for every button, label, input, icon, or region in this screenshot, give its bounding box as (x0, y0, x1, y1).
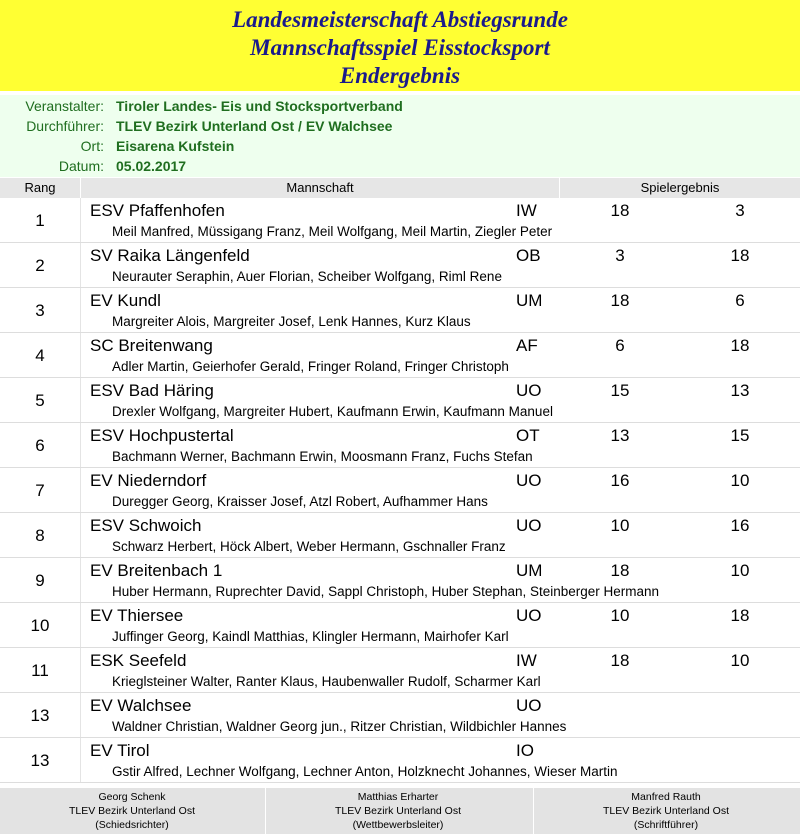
rank-cell: 5 (35, 391, 45, 410)
team-name: EV Thiersee (90, 606, 184, 625)
team-name: EV Niederndorf (90, 471, 207, 490)
ort-value: Eisarena Kufstein (116, 138, 235, 154)
team-name: EV Tirol (90, 741, 150, 760)
district-code: UM (516, 561, 543, 580)
score-stock: 10 (730, 561, 750, 580)
team-name: SV Raika Längenfeld (90, 246, 250, 265)
row-separator (0, 782, 800, 783)
row-divider (80, 558, 81, 603)
score-points: 15 (610, 381, 630, 400)
team-players: Juffinger Georg, Kaindl Matthias, Klingler Hermann, Mairhofer Karl (112, 629, 509, 644)
rank-cell: 1 (35, 211, 45, 230)
rank-cell: 13 (30, 706, 50, 725)
district-code: OB (516, 246, 541, 265)
column-header-mannschaft: Mannschaft (286, 180, 354, 195)
team-players: Krieglsteiner Walter, Ranter Klaus, Haubenwaller Rudolf, Scharmer Karl (112, 674, 541, 689)
team-name: EV Walchsee (90, 696, 192, 715)
table-row (0, 288, 800, 333)
district-code: UO (516, 381, 542, 400)
info-row-datum (0, 156, 800, 176)
table-row (0, 333, 800, 378)
signature-secretary (534, 788, 798, 836)
score-stock: 10 (730, 651, 750, 670)
rank-cell: 8 (35, 526, 45, 545)
team-name: ESK Seefeld (90, 651, 187, 670)
veranstalter-value: Tiroler Landes- Eis und Stocksportverband (116, 98, 403, 114)
rank-cell: 11 (31, 661, 49, 680)
district-code: UM (516, 291, 543, 310)
row-divider (80, 648, 81, 693)
score-points: 18 (610, 561, 630, 580)
rank-cell: 6 (35, 436, 45, 455)
score-stock: 3 (735, 201, 745, 220)
table-row (0, 423, 800, 468)
row-divider (80, 468, 81, 513)
signer-role: (Schiedsrichter) (95, 819, 169, 831)
district-code: UO (516, 696, 542, 715)
team-players: Drexler Wolfgang, Margreiter Hubert, Kaufmann Erwin, Kaufmann Manuel (112, 404, 553, 419)
team-name: SC Breitenwang (90, 336, 213, 355)
info-row-ort (0, 136, 800, 156)
score-stock: 15 (730, 426, 750, 445)
score-points: 10 (610, 516, 630, 535)
page-subtitle: Mannschaftsspiel Eisstocksport (250, 35, 550, 60)
district-code: UO (516, 606, 542, 625)
score-points: 13 (610, 426, 630, 445)
row-divider (80, 378, 81, 423)
team-name: ESV Hochpustertal (90, 426, 234, 445)
table-row (0, 693, 800, 738)
signer-org: TLEV Bezirk Unterland Ost (602, 805, 730, 817)
team-name: ESV Bad Häring (90, 381, 214, 400)
page-title: Landesmeisterschaft Abstiegsrunde (232, 7, 568, 32)
title-banner (0, 0, 800, 91)
district-code: UO (516, 516, 542, 535)
row-divider (80, 513, 81, 558)
score-points: 18 (610, 651, 630, 670)
table-row (0, 738, 800, 783)
score-points: 10 (610, 606, 630, 625)
table-row (0, 378, 800, 423)
team-name: ESV Pfaffenhofen (90, 201, 225, 220)
column-header-rang: Rang (24, 180, 56, 195)
signature-competition-manager (266, 788, 530, 836)
district-code: OT (516, 426, 540, 445)
score-stock: 16 (730, 516, 750, 535)
signature-footer (0, 788, 800, 834)
ort-label: Ort: (80, 138, 104, 154)
team-players: Bachmann Werner, Bachmann Erwin, Moosmann Franz, Fuchs Stefan (112, 449, 533, 464)
durchfuehrer-value: TLEV Bezirk Unterland Ost / EV Walchsee (116, 118, 393, 134)
row-divider (80, 423, 81, 468)
score-stock: 18 (730, 606, 750, 625)
team-players: Adler Martin, Geierhofer Gerald, Fringer Roland, Fringer Christoph (112, 359, 509, 374)
durchfuehrer-label: Durchführer: (26, 118, 104, 134)
row-divider (80, 243, 81, 288)
team-players: Margreiter Alois, Margreiter Josef, Lenk Hannes, Kurz Klaus (112, 314, 471, 329)
signer-org: TLEV Bezirk Unterland Ost (334, 805, 462, 817)
signer-name: Georg Schenk (98, 791, 166, 803)
row-divider (80, 198, 81, 243)
team-players: Meil Manfred, Müssigang Franz, Meil Wolfgang, Meil Martin, Ziegler Peter (112, 224, 553, 239)
info-row-veranstalter (0, 96, 800, 116)
veranstalter-label: Veranstalter: (25, 98, 104, 114)
signer-name: Matthias Erharter (357, 791, 439, 803)
score-stock: 13 (730, 381, 750, 400)
rank-cell: 10 (30, 616, 50, 635)
table-row (0, 468, 800, 513)
row-divider (80, 738, 81, 783)
row-divider (80, 693, 81, 738)
row-divider (80, 288, 81, 333)
score-points: 3 (615, 246, 625, 265)
signer-role: (Wettbewerbsleiter) (352, 819, 444, 831)
team-name: ESV Schwoich (90, 516, 202, 535)
row-divider (80, 333, 81, 378)
team-players: Schwarz Herbert, Höck Albert, Weber Hermann, Gschnaller Franz (112, 539, 506, 554)
event-info (0, 95, 800, 177)
datum-value: 05.02.2017 (116, 158, 187, 174)
score-stock: 18 (730, 246, 750, 265)
score-points: 6 (615, 336, 625, 355)
rank-cell: 9 (35, 571, 45, 590)
rank-cell: 2 (35, 256, 45, 275)
district-code: UO (516, 471, 542, 490)
datum-label: Datum: (58, 158, 104, 174)
table-row (0, 243, 800, 288)
team-name: EV Kundl (90, 291, 161, 310)
rank-cell: 3 (35, 301, 45, 320)
rank-cell: 7 (35, 481, 45, 500)
signature-referee (0, 788, 264, 836)
table-row (0, 513, 800, 558)
table-row (0, 198, 800, 243)
district-code: IW (516, 201, 537, 220)
signer-name: Manfred Rauth (631, 791, 701, 803)
team-players: Huber Hermann, Ruprechter David, Sappl Christoph, Huber Stephan, Steinberger Hermann (112, 584, 660, 599)
rank-cell: 13 (30, 751, 50, 770)
column-header-spielergebnis: Spielergebnis (640, 180, 720, 195)
score-stock: 18 (730, 336, 750, 355)
team-players: Duregger Georg, Kraisser Josef, Atzl Robert, Aufhammer Hans (112, 494, 488, 509)
score-stock: 10 (730, 471, 750, 490)
table-row (0, 603, 800, 648)
info-row-durchfuehrer (0, 116, 800, 136)
district-code: IW (516, 651, 537, 670)
table-row (0, 558, 800, 603)
team-players: Waldner Christian, Waldner Georg jun., Ritzer Christian, Wildbichler Hannes (112, 719, 567, 734)
score-stock: 6 (735, 291, 745, 310)
rank-cell: 4 (35, 346, 45, 365)
team-players: Neurauter Seraphin, Auer Florian, Scheiber Wolfgang, Riml Rene (112, 269, 502, 284)
signer-role: (Schriftführer) (633, 819, 699, 831)
result-title: Endergebnis (339, 63, 461, 88)
team-name: EV Breitenbach 1 (90, 561, 223, 580)
score-points: 16 (610, 471, 630, 490)
table-row (0, 648, 800, 693)
team-players: Gstir Alfred, Lechner Wolfgang, Lechner Anton, Holzknecht Johannes, Wieser Martin (112, 764, 618, 779)
row-divider (80, 603, 81, 648)
score-points: 18 (610, 201, 630, 220)
district-code: IO (516, 741, 534, 760)
table-header (0, 178, 800, 198)
district-code: AF (516, 336, 538, 355)
signer-org: TLEV Bezirk Unterland Ost (68, 805, 196, 817)
score-points: 18 (610, 291, 630, 310)
